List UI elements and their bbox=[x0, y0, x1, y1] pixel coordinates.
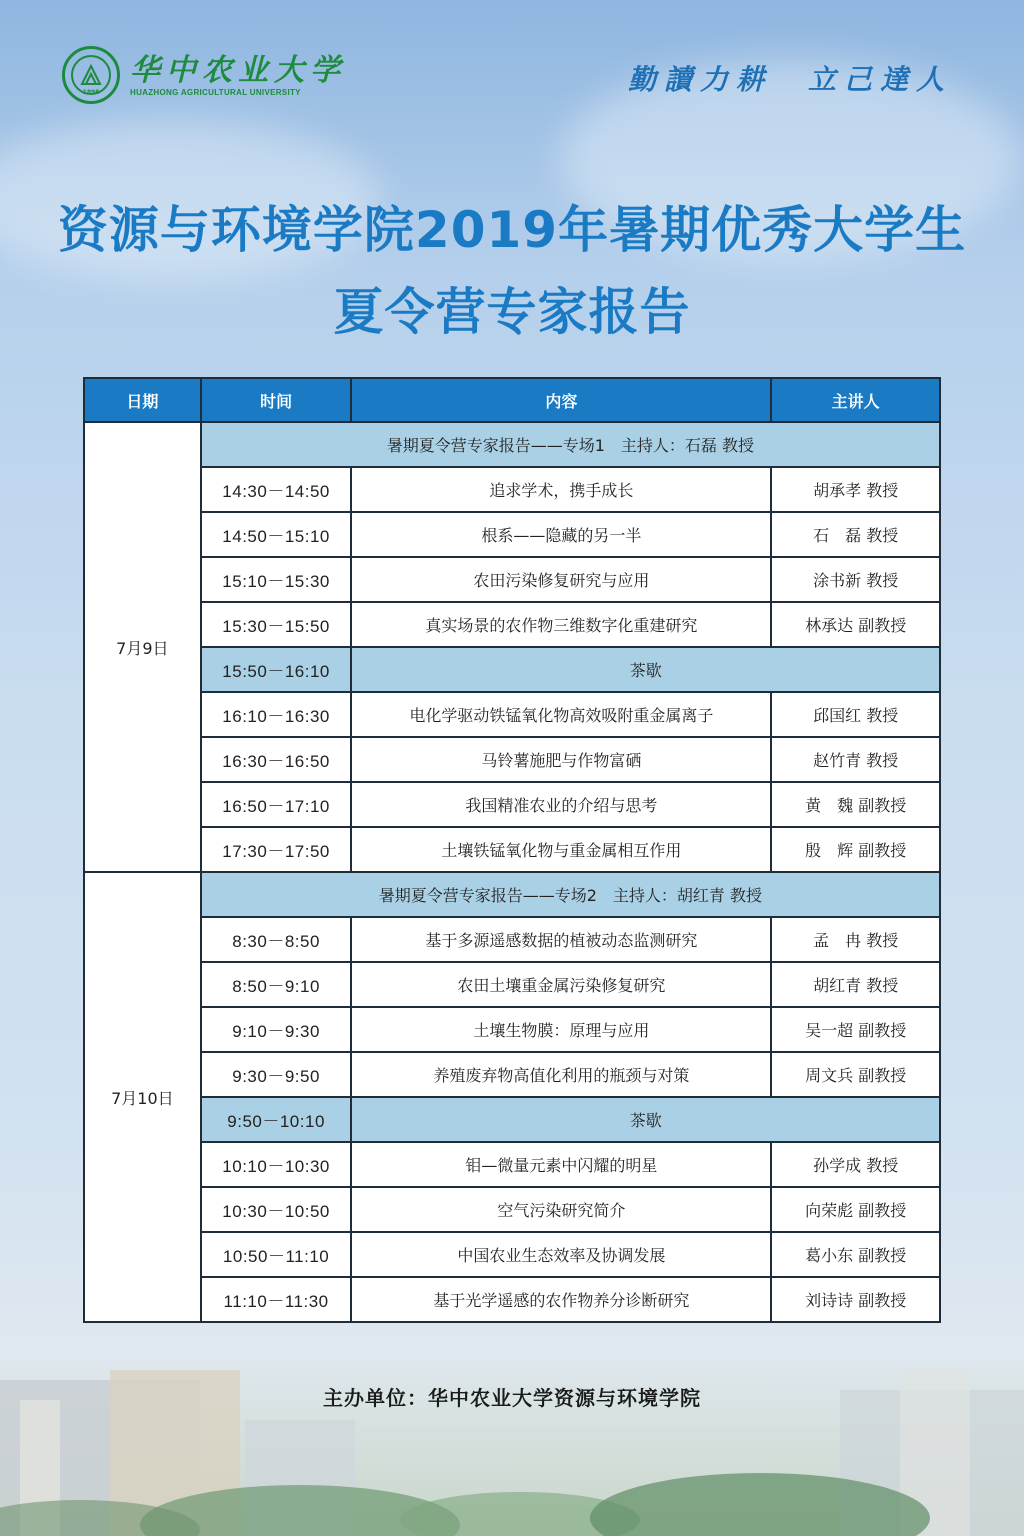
header-date: 日期 bbox=[84, 378, 201, 422]
time-cell: 15:30－15:50 bbox=[201, 602, 352, 647]
header-speaker: 主讲人 bbox=[771, 378, 940, 422]
time-cell: 11:10－11:30 bbox=[201, 1277, 352, 1322]
section-row bbox=[84, 872, 940, 917]
talk-row bbox=[84, 1232, 940, 1277]
break-row bbox=[84, 1097, 940, 1142]
schedule-table bbox=[83, 377, 941, 1323]
university-motto: 勤讀力耕 立己達人 bbox=[627, 63, 952, 96]
time-cell: 16:50－17:10 bbox=[201, 782, 352, 827]
talk-row bbox=[84, 1052, 940, 1097]
speaker-cell: 周文兵 副教授 bbox=[771, 1052, 940, 1097]
speaker-cell: 黄 魏 副教授 bbox=[771, 782, 940, 827]
speaker-cell: 向荣彪 副教授 bbox=[771, 1187, 940, 1232]
section-title: 暑期夏令营专家报告——专场1 主持人：石磊 教授 bbox=[201, 422, 940, 467]
talk-row bbox=[84, 602, 940, 647]
speaker-cell: 林承达 副教授 bbox=[771, 602, 940, 647]
time-cell: 10:10－10:30 bbox=[201, 1142, 352, 1187]
time-cell: 10:50－11:10 bbox=[201, 1232, 352, 1277]
content-cell: 基于多源遥感数据的植被动态监测研究 bbox=[351, 917, 771, 962]
content-cell: 中国农业生态效率及协调发展 bbox=[351, 1232, 771, 1277]
content-cell: 马铃薯施肥与作物富硒 bbox=[351, 737, 771, 782]
content-cell: 土壤铁锰氧化物与重金属相互作用 bbox=[351, 827, 771, 872]
speaker-cell: 葛小东 副教授 bbox=[771, 1232, 940, 1277]
time-cell: 16:30－16:50 bbox=[201, 737, 352, 782]
content-cell: 根系——隐藏的另一半 bbox=[351, 512, 771, 557]
time-cell: 16:10－16:30 bbox=[201, 692, 352, 737]
talk-row bbox=[84, 1277, 940, 1322]
talk-row bbox=[84, 692, 940, 737]
time-cell: 15:50－16:10 bbox=[201, 647, 352, 692]
break-row bbox=[84, 647, 940, 692]
content-cell: 真实场景的农作物三维数字化重建研究 bbox=[351, 602, 771, 647]
speaker-cell: 孙学成 教授 bbox=[771, 1142, 940, 1187]
content-cell: 农田污染修复研究与应用 bbox=[351, 557, 771, 602]
speaker-cell: 赵竹青 教授 bbox=[771, 737, 940, 782]
talk-row bbox=[84, 827, 940, 872]
talk-row bbox=[84, 917, 940, 962]
tea-break-cell: 茶歇 bbox=[351, 1097, 940, 1142]
time-cell: 10:30－10:50 bbox=[201, 1187, 352, 1232]
host-organization: 主办单位：华中农业大学资源与环境学院 bbox=[323, 1386, 701, 1410]
talk-row bbox=[84, 1142, 940, 1187]
speaker-cell: 刘诗诗 副教授 bbox=[771, 1277, 940, 1322]
section-row bbox=[84, 422, 940, 467]
date-cell: 7月9日 bbox=[84, 422, 201, 872]
talk-row bbox=[84, 1007, 940, 1052]
speaker-cell: 孟 冉 教授 bbox=[771, 917, 940, 962]
speaker-cell: 胡红青 教授 bbox=[771, 962, 940, 1007]
content-cell: 我国精准农业的介绍与思考 bbox=[351, 782, 771, 827]
section-title: 暑期夏令营专家报告——专场2 主持人：胡红青 教授 bbox=[201, 872, 940, 917]
page-title-line1: 资源与环境学院2019年暑期优秀大学生 bbox=[57, 201, 967, 259]
speaker-cell: 邱国红 教授 bbox=[771, 692, 940, 737]
time-cell: 14:30－14:50 bbox=[201, 467, 352, 512]
content-cell: 电化学驱动铁锰氧化物高效吸附重金属离子 bbox=[351, 692, 771, 737]
content-cell: 钼—微量元素中闪耀的明星 bbox=[351, 1142, 771, 1187]
time-cell: 9:30－9:50 bbox=[201, 1052, 352, 1097]
table-header-row bbox=[84, 378, 940, 422]
time-cell: 8:30－8:50 bbox=[201, 917, 352, 962]
speaker-cell: 吴一超 副教授 bbox=[771, 1007, 940, 1052]
content-cell: 养殖废弃物高值化利用的瓶颈与对策 bbox=[351, 1052, 771, 1097]
time-cell: 14:50－15:10 bbox=[201, 512, 352, 557]
university-name-en: HUAZHONG AGRICULTURAL UNIVERSITY bbox=[130, 87, 301, 97]
header-content: 内容 bbox=[351, 378, 771, 422]
speaker-cell: 胡承孝 教授 bbox=[771, 467, 940, 512]
time-cell: 9:50－10:10 bbox=[201, 1097, 352, 1142]
talk-row bbox=[84, 962, 940, 1007]
university-name-cn: 华中农业大学 bbox=[130, 52, 346, 88]
schedule-body bbox=[84, 422, 940, 1322]
time-cell: 15:10－15:30 bbox=[201, 557, 352, 602]
talk-row bbox=[84, 557, 940, 602]
content-cell: 追求学术，携手成长 bbox=[351, 467, 771, 512]
tea-break-cell: 茶歇 bbox=[351, 647, 940, 692]
talk-row bbox=[84, 782, 940, 827]
content-cell: 农田土壤重金属污染修复研究 bbox=[351, 962, 771, 1007]
content-cell: 土壤生物膜：原理与应用 bbox=[351, 1007, 771, 1052]
time-cell: 9:10－9:30 bbox=[201, 1007, 352, 1052]
speaker-cell: 石 磊 教授 bbox=[771, 512, 940, 557]
time-cell: 8:50－9:10 bbox=[201, 962, 352, 1007]
talk-row bbox=[84, 1187, 940, 1232]
talk-row bbox=[84, 467, 940, 512]
page-title-line2: 夏令营专家报告 bbox=[333, 283, 691, 341]
content-cell: 空气污染研究简介 bbox=[351, 1187, 771, 1232]
content-cell: 基于光学遥感的农作物养分诊断研究 bbox=[351, 1277, 771, 1322]
university-seal-icon bbox=[62, 46, 120, 104]
seal-year: 1898 bbox=[82, 89, 100, 96]
time-cell: 17:30－17:50 bbox=[201, 827, 352, 872]
header-time: 时间 bbox=[201, 378, 352, 422]
talk-row bbox=[84, 512, 940, 557]
speaker-cell: 涂书新 教授 bbox=[771, 557, 940, 602]
talk-row bbox=[84, 737, 940, 782]
date-cell: 7月10日 bbox=[84, 872, 201, 1322]
university-logo bbox=[62, 46, 346, 104]
speaker-cell: 殷 辉 副教授 bbox=[771, 827, 940, 872]
